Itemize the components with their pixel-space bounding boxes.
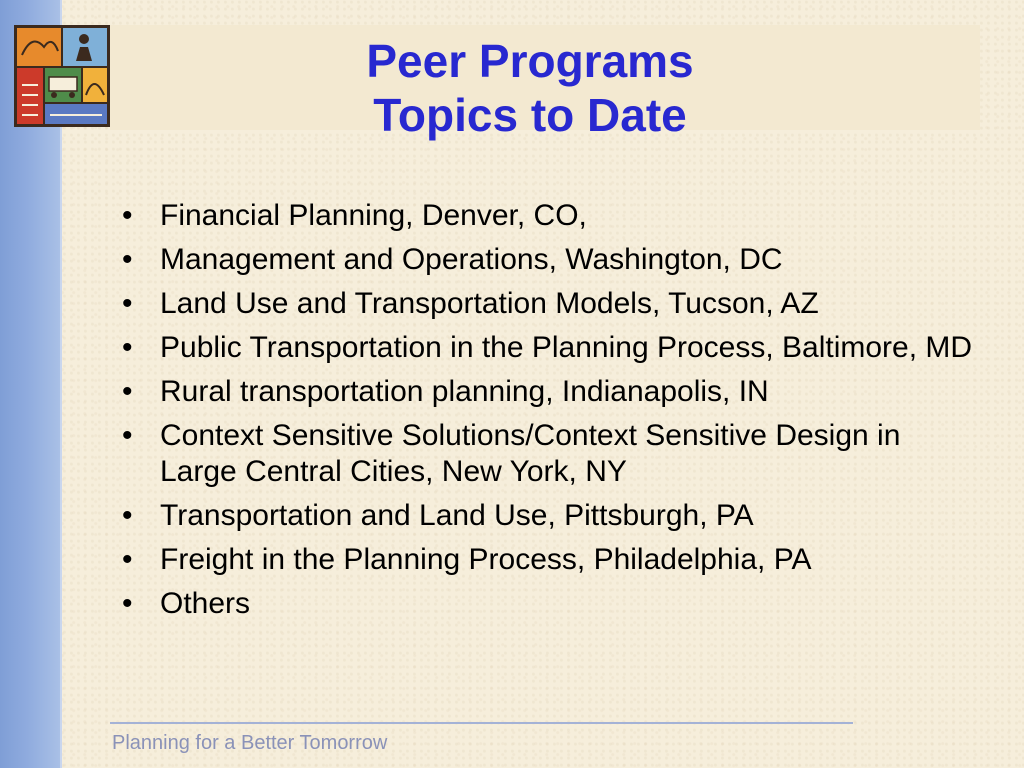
bullet-icon: • <box>122 375 133 408</box>
bullet-text: Others <box>160 587 251 620</box>
bullet-item <box>122 586 982 622</box>
bullet-item <box>122 374 982 410</box>
slide-title-line-2: Topics to Date <box>373 89 687 141</box>
slide-title-line-1: Peer Programs <box>366 35 694 87</box>
bullet-item <box>122 498 982 534</box>
bullet-icon: • <box>122 587 133 620</box>
topics-bullet-list <box>122 198 982 630</box>
bullet-text: Financial Planning, Denver, CO, <box>160 199 587 232</box>
bullet-text: Public Transportation in the Planning Process, Baltimore, MD <box>160 331 973 364</box>
bullet-icon: • <box>122 331 133 364</box>
bullet-item <box>122 198 982 234</box>
bullet-text: Context Sensitive Solutions/Context Sensitive Design in Large Central Cities, New York, NY <box>160 419 901 488</box>
bullet-icon: • <box>122 419 133 452</box>
bullet-icon: • <box>122 199 133 232</box>
footer-divider <box>110 722 853 724</box>
bullet-icon: • <box>122 243 133 276</box>
bullet-icon: • <box>122 543 133 576</box>
transportation-collage-logo-icon <box>14 25 110 127</box>
bullet-icon: • <box>122 287 133 320</box>
bullet-item <box>122 542 982 578</box>
bullet-text: Transportation and Land Use, Pittsburgh, PA <box>160 499 754 532</box>
bullet-item <box>122 286 982 322</box>
bullet-item <box>122 330 982 366</box>
footer-tagline: Planning for a Better Tomorrow <box>112 732 388 754</box>
bullet-text: Rural transportation planning, Indianapolis, IN <box>160 375 769 408</box>
bullet-text: Land Use and Transportation Models, Tucson, AZ <box>160 287 819 320</box>
slide-title <box>110 34 950 142</box>
bullet-item <box>122 418 982 490</box>
bullet-item <box>122 242 982 278</box>
bullet-icon: • <box>122 499 133 532</box>
bullet-text: Management and Operations, Washington, DC <box>160 243 783 276</box>
bullet-text: Freight in the Planning Process, Philadelphia, PA <box>160 543 812 576</box>
